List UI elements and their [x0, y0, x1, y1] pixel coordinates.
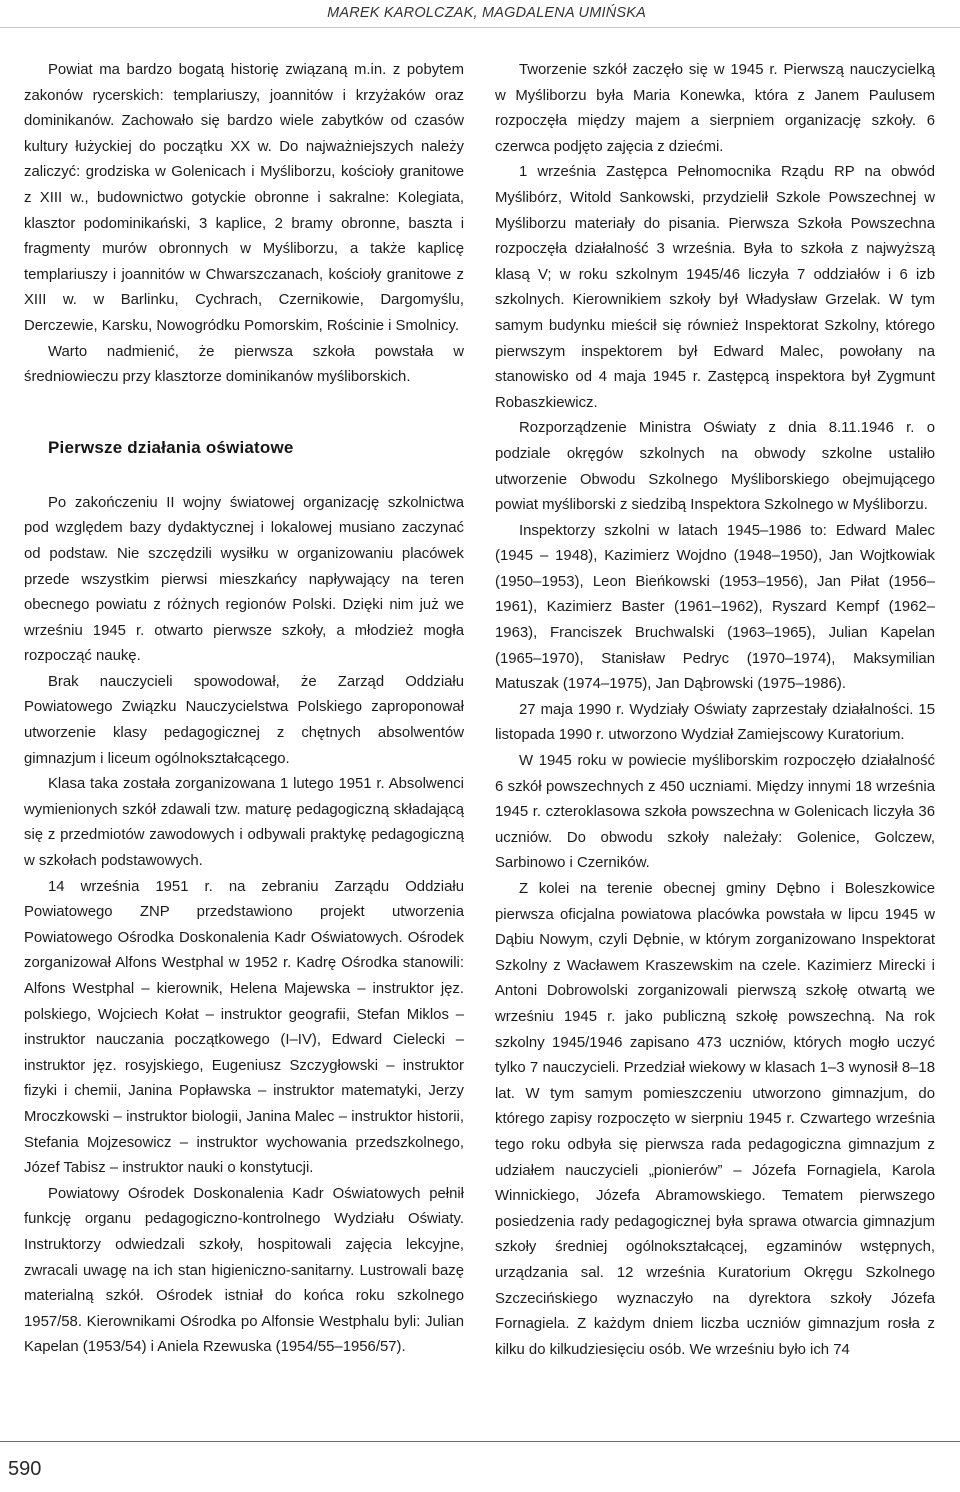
running-head: MAREK KAROLCZAK, MAGDALENA UMIŃSKA: [327, 5, 646, 21]
paragraph: Klasa taka została zorganizowana 1 lutego 1951 r. Absolwenci wymienionych szkół zdawali tzw. maturę pedagogiczną składającą się z przedmiotów zawodowych i odbywali praktykę pedagogiczną w szkołach podstawowych.: [24, 776, 464, 870]
paragraph: 27 maja 1990 r. Wydziały Oświaty zaprzestały działalności. 15 listopada 1990 r. utworzono Wydział Zamiejscowy Kuratorium.: [495, 701, 935, 744]
paragraph: W 1945 roku w powiecie myśliborskim rozpoczęło działalność 6 szkół powszechnych z 450 uczniami. Między innymi 18 września 1945 r. czteroklasowa szkoła powszechna w Golenicach liczyła 36 uczniów. Do obwodu szkoły należały: Golenice, Golczew, Sarbinowo i Czerników.: [495, 753, 935, 872]
paragraph: Brak nauczycieli spowodował, że Zarząd Oddziału Powiatowego Związku Nauczycielstwa Polskiego zaproponował utworzenie klasy pedagogicznej z chętnych absolwentów gimnazjum i liceum ogólnokształcącego.: [24, 673, 464, 767]
page-number: 590: [8, 1458, 42, 1480]
paragraph: Po zakończeniu II wojny światowej organizację szkolnictwa pod względem bazy dydaktycznej i lokalowej musiano zaczynać od podstaw. Nie szczędzili wysiłku w organizowaniu placówek przede wszystkim pierwsi mieszkańcy napływający na teren obecnego powiatu z różnych regionów Polski. Dzięki nim już we wrześniu 1945 r. otwarto pierwsze szkoły, a młodzież mogła rozpocząć naukę.: [24, 494, 464, 665]
paragraph: 14 września 1951 r. na zebraniu Zarządu Oddziału Powiatowego ZNP przedstawiono projekt utworzenia Powiatowego Ośrodka Doskonalenia Kadr Oświatowych. Ośrodek zorganizował Alfons Westphal w 1952 r. Kadrę Ośrodka stanowili: Alfons Westphal – kierownik, Helena Majewska – instruktor jęz. polskiego, Wojciech Kołat – instruktor geografii, Stefan Miklos – instruktor nauczania początkowego (I–IV), Edward Cielecki – instruktor jęz. rosyjskiego, Eugeniusz Szczygłowski – instruktor fizyki i chemii, Janina Popławska – instruktor matematyki, Jerzy Mroczkowski – instruktor biologii, Janina Malec – instruktor historii, Stefania Mojzesowicz – instruktor wychowania przedszkolnego, Józef Tabisz – instruktor nauki o konstytucji.: [24, 878, 464, 1177]
paragraph: Warto nadmienić, że pierwsza szkoła powstała w średniowieczu przy klasztorze dominikanów myśliborskich.: [24, 343, 464, 386]
section-heading: Pierwsze działania oświatowe: [48, 437, 294, 457]
paragraph: Z kolei na terenie obecnej gminy Dębno i Boleszkowice pierwsza oficjalna powiatowa placówka powstała w lipcu 1945 w Dąbiu Nowym, czyli Dębnie, w którym zorganizowano Inspektorat Szkolny z Wacławem Kraszewskim na czele. Kazimierz Mirecki i Antoni Dobrowolski zorganizowali pierwszą szkołę otwartą we wrześniu 1945 r. jako publiczną szkołę powszechną. Na rok szkolny 1945/1946 zapisano 473 uczniów, których mogło uczyć tylko 7 nauczycieli. Przedział wiekowy w klasach 1–3 wynosił 8–18 lat. W tym samym pomieszczeniu utworzono gimnazjum, do którego zapisy rozpoczęto w sierpniu 1945 r. Czwartego września tego roku odbyła się pierwsza rada pedagogiczna gimnazjum z udziałem nauczycieli „pionierów” – Józefa Fornagiela, Karola Winnickiego, Józefa Abramowskiego. Tematem pierwszego posiedzenia rady pedagogicznej była sprawa otwarcia gimnazjum szkoły średniej ogólnokształcącej, egzaminów wstępnych, urządzania sal. 12 września Kuratorium Okręgu Szkolnego Szczecińskiego wyznaczyło na dyrektora szkoły Józefa Fornagiela. Z każdym dniem liczba uczniów gimnazjum rosła z kilku do kilkudziesięciu osób. We wrześniu było ich 74: [495, 881, 935, 1358]
paragraph: Powiat ma bardzo bogatą historię związaną m.in. z pobytem zakonów rycerskich: templariuszy, joannitów i krzyżaków oraz dominikanów. Zachowało się bardzo wiele zabytków od czasów kultury łużyckiej do początku XX w. Do najważniejszych należy zaliczyć: grodziska w Golenicach i Myśliborzu, kościoły granitowe z XIII w., budownictwo gotyckie obronne i sakralne: Kolegiata, klasztor podominikański, 3 kaplice, 2 bramy obronne, baszta i fragmenty murów obronnych w Myśliborzu, a także kaplicę templariuszy i joannitów w Chwarszczanach, kościoły granitowe z XIII w. w Barlinku, Cychrach, Czernikowie, Dargomyślu, Derczewie, Karsku, Nowogródku Pomorskim, Rościnie i Smolnicy.: [24, 62, 464, 334]
header-rule: [0, 27, 960, 28]
paragraph: 1 września Zastępca Pełnomocnika Rządu RP na obwód Myślibórz, Witold Sankowski, przydzielił Szkole Powszechnej w Myśliborzu materiały do pisania. Pierwsza Szkoła Powszechna rozpoczęła działalność 3 września. Była to szkoła z najwyższą klasą V; w roku szkolnym 1945/46 liczyła 7 oddziałów i 6 izb szkolnych. Kierownikiem szkoły był Władysław Grzelak. W tym samym budynku mieścił się również Inspektorat Szkolny, którego pierwszym inspektorem był Edward Malec, powołany na stanowisko od 4 maja 1945 r. Zastępcą inspektora był Zygmunt Robaszkiewicz.: [495, 164, 935, 411]
paragraph: Rozporządzenie Ministra Oświaty z dnia 8.11.1946 r. o podziale okręgów szkolnych na obwody szkolne ustaliło utworzenie Obwodu Szkolnego Myśliborskiego obejmującego powiat myśliborski z siedzibą Inspektora Szkolnego w Myśliborzu.: [495, 420, 935, 514]
paragraph: Inspektorzy szkolni w latach 1945–1986 to: Edward Malec (1945 – 1948), Kazimierz Wojdno (1948–1950), Jan Wojtkowiak (1950–1953), Leon Bieńkowski (1953–1956), Jan Piłat (1956–1961), Kazimierz Baster (1961–1962), Ryszard Kempf (1962–1963), Franciszek Bruchwalski (1963–1965), Julian Kapelan (1965–1970), Stanisław Pedryc (1970–1974), Maksymilian Matuszak (1974–1975), Jan Dąbrowski (1975–1986).: [495, 522, 935, 693]
paragraph: Tworzenie szkół zaczęło się w 1945 r. Pierwszą nauczycielką w Myśliborzu była Maria Konewka, która z Janem Paulusem rozpoczęła między majem a sierpniem organizację szkoły. 6 czerwca podjęto zajęcia z dziećmi.: [495, 62, 935, 155]
paragraph: Powiatowy Ośrodek Doskonalenia Kadr Oświatowych pełnił funkcję organu pedagogiczno-kontrolnego Wydziału Oświaty. Instruktorzy odwiedzali szkoły, hospitowali zajęcia lekcyjne, zwracali uwagę na ich stan higieniczno-sanitarny. Lustrowali bazę materialną szkół. Ośrodek istniał do końca roku szkolnego 1957/58. Kierownikami Ośrodka po Alfonsie Westphalu byli: Julian Kapelan (1953/54) i Aniela Rzewuska (1954/55–1956/57).: [24, 1185, 464, 1356]
left-column: [24, 58, 464, 1361]
right-column: [495, 58, 935, 1363]
